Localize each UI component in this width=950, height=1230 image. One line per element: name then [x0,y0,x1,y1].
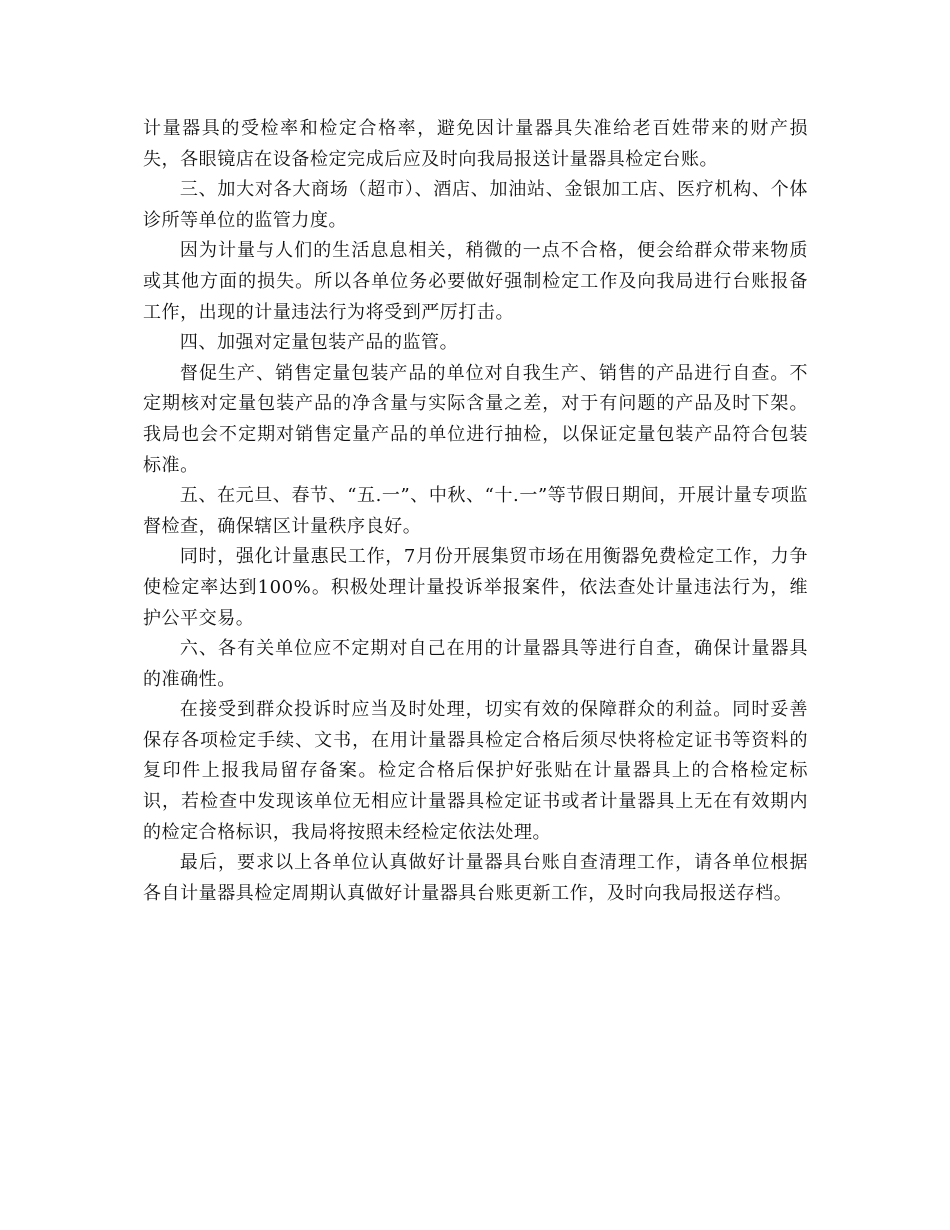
paragraph: 同时，强化计量惠民工作，7月份开展集贸市场在用衡器免费检定工作，力争使检定率达到100%。积极处理计量投诉举报案件，依法查处计量违法行为，维护公平交易。 [143,546,808,629]
paragraph: 在接受到群众投诉时应当及时处理，切实有效的保障群众的利益。同时妥善保存各项检定手续、文书，在用计量器具检定合格后须尽快将检定证书等资料的复印件上报我局留存备案。检定合格后保护好张贴在计量器具上的合格检定标识，若检查中发现该单位无相应计量器具检定证书或者计量器具上无在有效期内的检定合格标识，我局将按照未经检定依法处理。 [143,699,808,843]
paragraph: 因为计量与人们的生活息息相关，稍微的一点不合格，便会给群众带来物质或其他方面的损失。所以各单位务必要做好强制检定工作及向我局进行台账报备工作，出现的计量违法行为将受到严厉打击。 [143,240,808,323]
paragraph-continued: 计量器具的受检率和检定合格率，避免因计量器具失准给老百姓带来的财产损失，各眼镜店在设备检定完成后应及时向我局报送计量器具检定台账。 [143,118,808,170]
document-body [143,114,808,909]
paragraph-heading-five: 五、在元旦、春节、“五.一”、中秋、“十.一”等节假日期间，开展计量专项监督检查，确保辖区计量秩序良好。 [143,485,808,537]
paragraph-heading-six: 六、各有关单位应不定期对自己在用的计量器具等进行自查，确保计量器具的准确性。 [143,638,808,690]
paragraph-heading-four: 四、加强对定量包装产品的监管。 [179,332,459,354]
paragraph: 督促生产、销售定量包装产品的单位对自我生产、销售的产品进行自查。不定期核对定量包装产品的净含量与实际含量之差，对于有问题的产品及时下架。我局也会不定期对销售定量产品的单位进行抽检，以保证定量包装产品符合包装标准。 [143,362,808,476]
paragraph-heading-three: 三、加大对各大商场（超市）、酒店、加油站、金银加工店、医疗机构、个体诊所等单位的监管力度。 [143,179,808,231]
paragraph-closing: 最后，要求以上各单位认真做好计量器具台账自查清理工作，请各单位根据各自计量器具检定周期认真做好计量器具台账更新工作，及时向我局报送存档。 [143,852,808,904]
